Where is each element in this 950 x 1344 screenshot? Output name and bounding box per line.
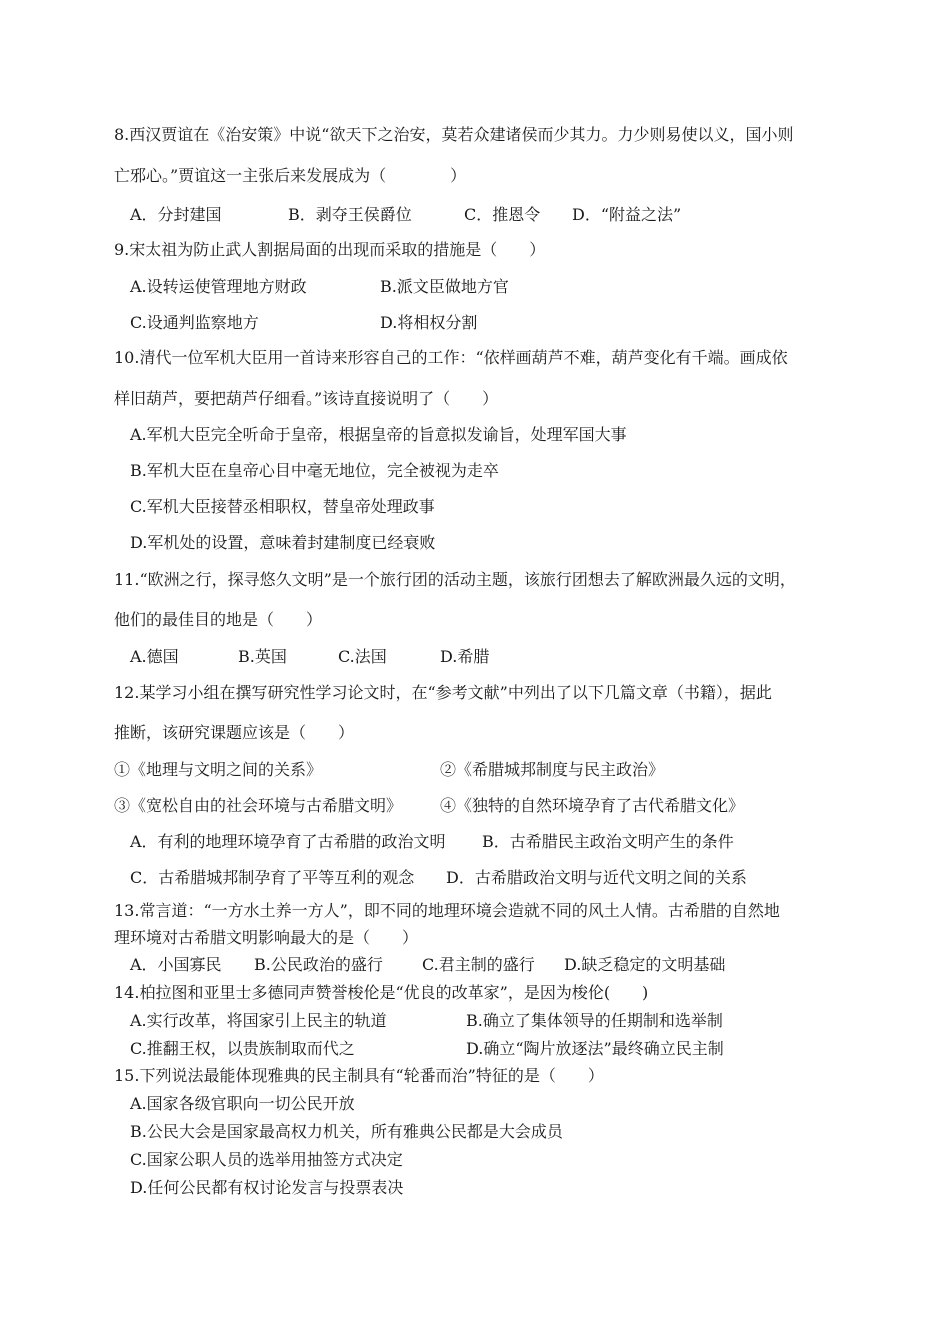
question-8-number: 8. bbox=[114, 125, 130, 144]
question-12-stem-line-2: 推断，该研究课题应该是（ ） bbox=[114, 723, 355, 742]
question-15-stem: 15.下列说法最能体现雅典的民主制具有“轮番而治”特征的是（ ） bbox=[114, 1066, 604, 1085]
question-8-option-d: D．“附益之法” bbox=[572, 205, 682, 224]
question-13-option-a: A．小国寡民 bbox=[130, 955, 222, 974]
question-12-option-a: A．有利的地理环境孕育了古希腊的政治文明 bbox=[130, 832, 446, 851]
question-9-stem: 9.宋太祖为防止武人割据局面的出现而采取的措施是（ ） bbox=[114, 240, 546, 259]
question-15-option-c: C.国家公职人员的选举用抽签方式决定 bbox=[130, 1150, 403, 1169]
question-14-option-c: C.推翻王权，以贵族制取而代之 bbox=[130, 1039, 355, 1058]
question-12-option-c: C．古希腊城邦制孕育了平等互利的观念 bbox=[130, 868, 415, 887]
question-15-number: 15. bbox=[114, 1066, 140, 1085]
question-15-option-a: A.国家各级官职向一切公民开放 bbox=[130, 1094, 355, 1113]
question-11-option-b: B.英国 bbox=[238, 647, 287, 666]
question-12-option-b: B．古希腊民主政治文明产生的条件 bbox=[482, 832, 734, 851]
question-13-stem-line-2: 理环境对古希腊文明影响最大的是（ ） bbox=[114, 928, 419, 947]
question-9-option-a: A.设转运使管理地方财政 bbox=[130, 277, 307, 296]
question-11-option-c: C.法国 bbox=[338, 647, 387, 666]
question-9-option-b: B.派文臣做地方官 bbox=[380, 277, 509, 296]
question-8-option-c: C．推恩令 bbox=[464, 205, 541, 224]
question-11-option-d: D.希腊 bbox=[440, 647, 490, 666]
question-13-option-c: C.君主制的盛行 bbox=[422, 955, 535, 974]
question-8-stem-line-1: 8.西汉贾谊在《治安策》中说“欲天下之治安，莫若众建诸侯而少其力。力少则易使以义，国小则 bbox=[114, 125, 794, 144]
question-10-option-c: C.军机大臣接替丞相职权，替皇帝处理政事 bbox=[130, 497, 435, 516]
question-10-option-d: D.军机处的设置，意味着封建制度已经衰败 bbox=[130, 533, 436, 552]
question-9-option-d: D.将相权分割 bbox=[380, 313, 478, 332]
question-14-option-d: D.确立“陶片放逐法”最终确立民主制 bbox=[466, 1039, 724, 1058]
question-13-option-b: B.公民政治的盛行 bbox=[254, 955, 383, 974]
question-14-number: 14. bbox=[114, 983, 140, 1002]
question-12-option-d: D．古希腊政治文明与近代文明之间的关系 bbox=[446, 868, 747, 887]
question-14-option-b: B.确立了集体领导的任期制和选举制 bbox=[466, 1011, 723, 1030]
question-12-stem-line-1: 12.某学习小组在撰写研究性学习论文时，在“参考文献”中列出了以下几篇文章（书籍），据此 bbox=[114, 683, 772, 702]
question-12-number: 12. bbox=[114, 683, 140, 702]
question-8-option-a: A．分封建国 bbox=[130, 205, 222, 224]
question-8-stem-line-2: 亡邪心。”贾谊这一主张后来发展成为（ ） bbox=[114, 166, 467, 185]
question-13-option-d: D.缺乏稳定的文明基础 bbox=[564, 955, 726, 974]
question-10-number: 10. bbox=[114, 348, 140, 367]
question-13-stem-line-1: 13.常言道：“一方水土养一方人”，即不同的地理环境会造就不同的风土人情。古希腊的自然地 bbox=[114, 901, 780, 920]
question-9-number: 9. bbox=[114, 240, 130, 259]
question-11-number: 11. bbox=[114, 570, 140, 589]
question-10-option-b: B.军机大臣在皇帝心目中毫无地位，完全被视为走卒 bbox=[130, 461, 499, 480]
question-15-option-b: B.公民大会是国家最高权力机关，所有雅典公民都是大会成员 bbox=[130, 1122, 563, 1141]
question-10-stem-line-1: 10.清代一位军机大臣用一首诗来形容自己的工作：“依样画葫芦不难，葫芦变化有千端。画成依 bbox=[114, 348, 788, 367]
question-9-option-c: C.设通判监察地方 bbox=[130, 313, 259, 332]
question-10-option-a: A.军机大臣完全听命于皇帝，根据皇帝的旨意拟发谕旨，处理军国大事 bbox=[130, 425, 627, 444]
question-10-stem-line-2: 样旧葫芦，要把葫芦仔细看。”该诗直接说明了（ ） bbox=[114, 389, 499, 408]
question-11-option-a: A.德国 bbox=[130, 647, 179, 666]
question-8-option-b: B．剥夺王侯爵位 bbox=[288, 205, 412, 224]
question-12-ref-3: ③《宽松自由的社会环境与古希腊文明》 bbox=[114, 796, 403, 815]
question-12-ref-4: ④《独特的自然环境孕育了古代希腊文化》 bbox=[440, 796, 745, 815]
question-11-stem-line-2: 他们的最佳目的地是（ ） bbox=[114, 610, 323, 629]
question-11-stem-line-1: 11.“欧洲之行，探寻悠久文明”是一个旅行团的活动主题，该旅行团想去了解欧洲最久远的文明， bbox=[114, 570, 796, 589]
question-15-option-d: D.任何公民都有权讨论发言与投票表决 bbox=[130, 1178, 404, 1197]
question-12-ref-1: ①《地理与文明之间的关系》 bbox=[114, 760, 323, 779]
question-14-option-a: A.实行改革，将国家引上民主的轨道 bbox=[130, 1011, 387, 1030]
question-14-stem: 14.柏拉图和亚里士多德同声赞誉梭伦是“优良的改革家”，是因为梭伦( ) bbox=[114, 983, 649, 1002]
question-13-number: 13. bbox=[114, 901, 140, 920]
question-12-ref-2: ②《希腊城邦制度与民主政治》 bbox=[440, 760, 665, 779]
